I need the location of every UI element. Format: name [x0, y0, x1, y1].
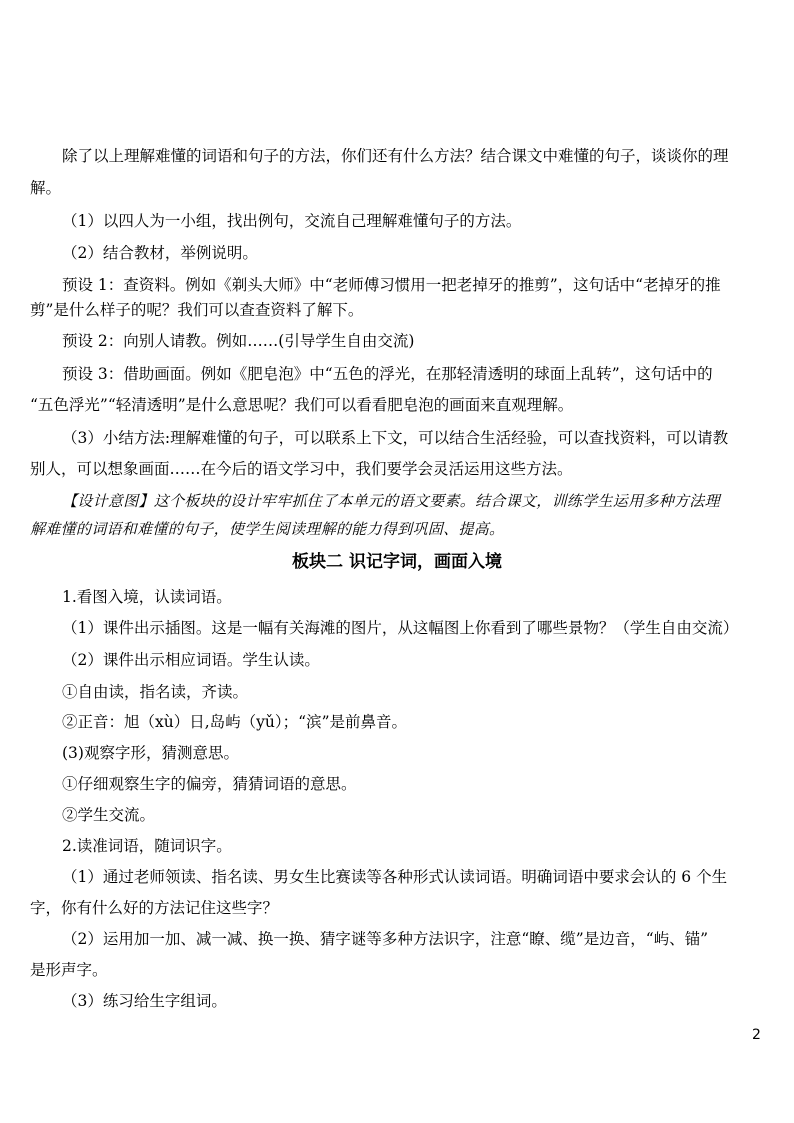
section-line: (3)观察字形，猜测意思。	[62, 744, 239, 762]
section-line: 1.看图入境，认读词语。	[62, 588, 232, 606]
section-line: ①仔细观察生字的偏旁，猜猜词语的意思。	[62, 775, 357, 793]
paragraph-line: 预设 1：查资料。例如《剃头大师》中“老师傅习惯用一把老掉牙的推剪”，这句话中“老掉牙的推	[62, 276, 721, 294]
paragraph-line: 预设 2：向别人请教。例如……(引导学生自由交流)	[62, 332, 415, 350]
paragraph-line: （2）结合教材，举例说明。	[62, 244, 258, 262]
section-line: ①自由读，指名读，齐读。	[62, 683, 249, 701]
section-paragraph-line: 是形声字。	[30, 961, 108, 979]
paragraph-line: “五色浮光”“轻清透明”是什么意思呢？我们可以看看肥皂泡的画面来直观理解。	[30, 396, 574, 414]
section-line: 2.读准词语，随词识字。	[62, 837, 232, 855]
section-paragraph-line: （3）练习给生字组词。	[62, 992, 227, 1010]
section-line: （1）课件出示插图。这是一幅有关海滩的图片，从这幅图上你看到了哪些景物？（学生自由交流）	[62, 619, 739, 637]
paragraph-line: 解。	[30, 179, 62, 197]
section-paragraph-line: 字，你有什么好的方法记住这些字？	[30, 899, 279, 917]
paragraph-line: 除了以上理解难懂的词语和句子的方法，你们还有什么方法？结合课文中难懂的句子，谈谈你的理	[62, 147, 729, 165]
paragraph-line: 剪”是什么样子的呢？我们可以查查资料了解下。	[30, 301, 364, 319]
page-number: 2	[752, 1027, 761, 1043]
paragraph-line: （1）以四人为一小组，找出例句，交流自己理解难懂句子的方法。	[62, 212, 522, 230]
design-intent-line: 【设计意图】这个板块的设计牢牢抓住了本单元的语文要素。结合课文，训练学生运用多种方法理	[62, 492, 720, 510]
paragraph-line: 别人，可以想象画面……在今后的语文学习中，我们要学会灵活运用这些方法。	[30, 460, 573, 478]
section-line: （2）课件出示相应词语。学生认读。	[62, 651, 320, 669]
paragraph-line: 预设 3：借助画面。例如《肥皂泡》中“五色的浮光，在那轻清透明的球面上乱转”，这句话中的	[62, 365, 713, 383]
section-paragraph-line: （2）运用加一加、减一减、换一换、猜字谜等多种方法识字，注意“瞭、缆”是边音，“屿、锚”	[62, 930, 709, 948]
section-paragraph-line: （1）通过老师领读、指名读、男女生比赛读等各种形式认读词语。明确词语中要求会认的 6 个生	[62, 868, 728, 886]
section-line: ②正音：旭（xù）日,岛屿（yǔ）；“滨”是前鼻音。	[62, 713, 407, 731]
design-intent-line: 解难懂的词语和难懂的句子，使学生阅读理解的能力得到巩固、提高。	[30, 520, 505, 538]
section-heading: 板块二 识记字词，画面入境	[292, 552, 502, 572]
section-line: ②学生交流。	[62, 806, 156, 824]
paragraph-line: （3）小结方法:理解难懂的句子，可以联系上下文，可以结合生活经验，可以查找资料，可以请教	[62, 429, 729, 447]
